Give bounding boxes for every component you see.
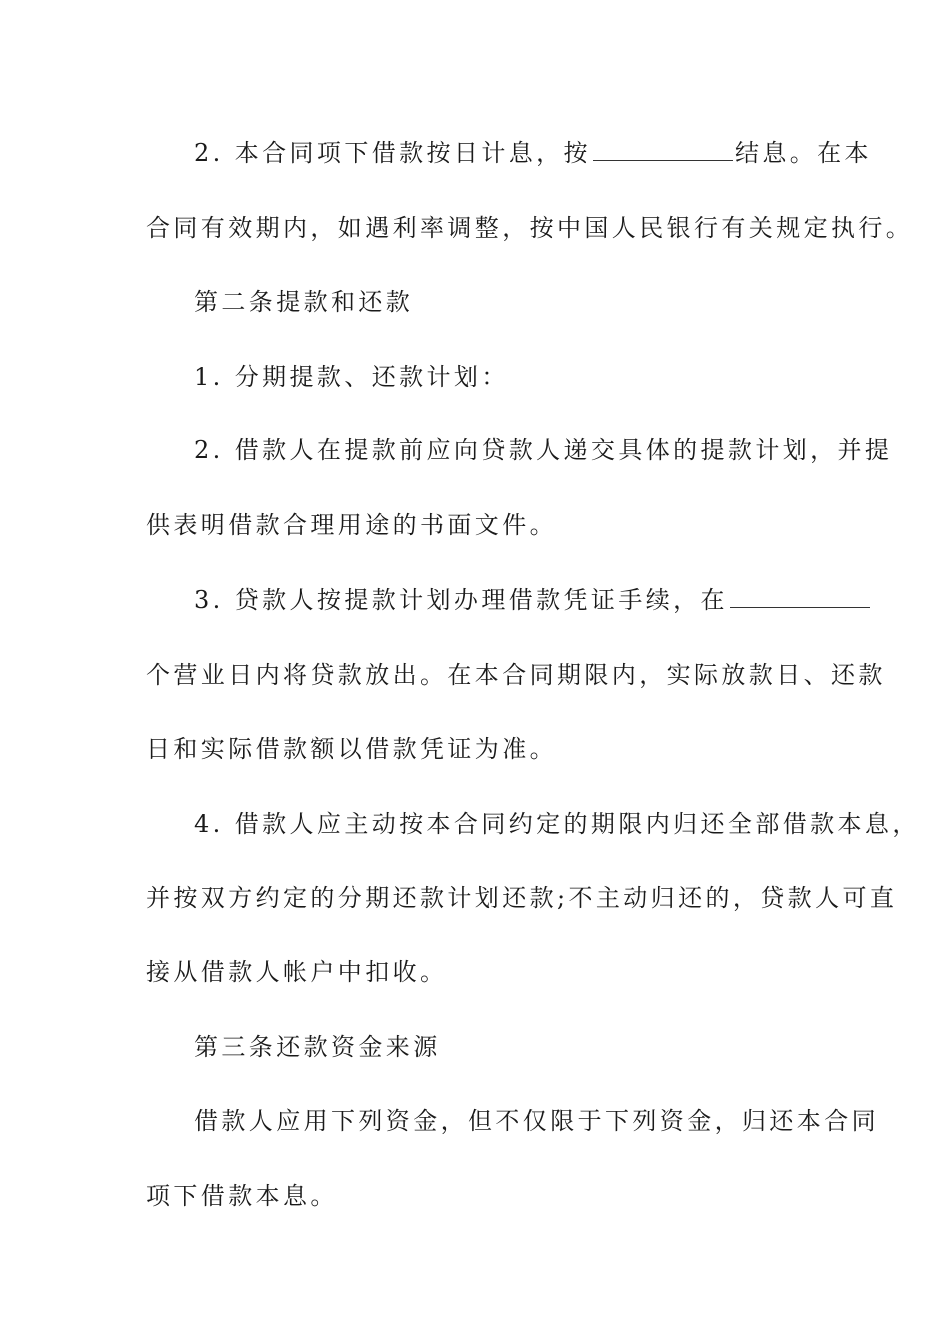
paragraph-line: 日和实际借款额以借款凭证为准。 (146, 735, 557, 763)
paragraph-line: 项下借款本息。 (146, 1182, 338, 1210)
line-text: 2. 本合同项下借款按日计息，按 (194, 139, 591, 167)
paragraph-line: 供表明借款合理用途的书面文件。 (146, 511, 557, 539)
paragraph-line (194, 138, 872, 168)
line-text: 结息。在本 (734, 139, 872, 167)
paragraph-line: 个营业日内将贷款放出。在本合同期限内，实际放款日、还款 (146, 661, 886, 689)
fill-in-blank (730, 585, 870, 608)
paragraph-line: 接从借款人帐户中扣收。 (146, 958, 448, 986)
paragraph-line: 并按双方约定的分期还款计划还款;不主动归还的，贷款人可直 (146, 884, 898, 912)
paragraph-line: 借款人应用下列资金，但不仅限于下列资金，归还本合同 (194, 1107, 879, 1135)
section-heading: 第三条还款资金来源 (194, 1033, 441, 1061)
paragraph-line: 合同有效期内，如遇利率调整，按中国人民银行有关规定执行。 (146, 214, 914, 242)
paragraph-line (194, 585, 826, 615)
line-text: 3. 贷款人按提款计划办理借款凭证手续，在 (194, 586, 728, 614)
paragraph-line: 4. 借款人应主动按本合同约定的期限内归还全部借款本息， (194, 810, 920, 838)
paragraph-line: 2. 借款人在提款前应向贷款人递交具体的提款计划，并提 (194, 436, 893, 464)
fill-in-blank (593, 138, 733, 161)
section-heading: 第二条提款和还款 (194, 288, 414, 316)
paragraph-line: 1. 分期提款、还款计划： (194, 363, 509, 391)
